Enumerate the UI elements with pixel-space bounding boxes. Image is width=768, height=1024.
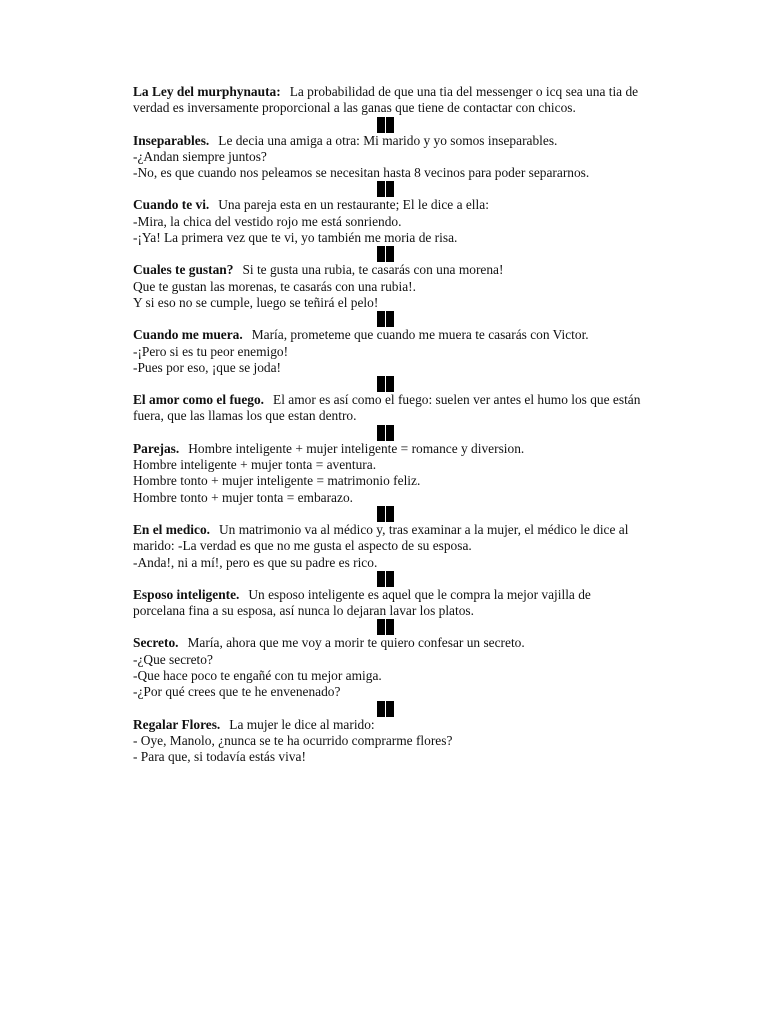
joke-paragraph [133, 635, 643, 651]
joke-line: Y si eso no se cumple, luego se teñirá el pelo! [133, 294, 379, 310]
divider-block-icon [377, 311, 394, 327]
joke-entry [133, 522, 643, 571]
joke-line: - Oye, Manolo, ¿nunca se te ha ocurrido comprarme flores? [133, 732, 453, 748]
joke-line: Una pareja esta en un restaurante; El le dice a ella: [218, 197, 489, 213]
divider-block-icon [377, 117, 394, 133]
joke-entry [133, 441, 643, 506]
divider-row [133, 376, 643, 392]
joke-line: Que te gustan las morenas, te casarás con una rubia!. [133, 278, 416, 294]
joke-paragraph [133, 327, 643, 343]
joke-paragraph [133, 441, 643, 457]
joke-title: Parejas. [133, 440, 180, 456]
divider-block-icon [377, 571, 394, 587]
divider-row [133, 506, 643, 522]
joke-paragraph [133, 262, 643, 278]
joke-paragraph [133, 392, 643, 425]
jokes-document [133, 84, 643, 766]
joke-title: El amor como el fuego. [133, 392, 265, 408]
joke-line: Si te gusta una rubia, te casarás con una morena! [242, 262, 504, 278]
divider-row [133, 571, 643, 587]
divider-block-icon [377, 701, 394, 717]
joke-line: -¡Ya! La primera vez que te vi, yo también me moria de risa. [133, 230, 458, 246]
divider-row [133, 701, 643, 717]
divider-block-icon [377, 619, 394, 635]
divider-row [133, 425, 643, 441]
joke-paragraph [133, 133, 643, 149]
joke-entry [133, 392, 643, 425]
joke-entry [133, 262, 643, 311]
divider-row [133, 619, 643, 635]
joke-line: -Que hace poco te engañé con tu mejor amiga. [133, 668, 382, 684]
joke-paragraph [133, 197, 643, 213]
joke-line: La probabilidad de que una tia del messenger o icq sea una tia de verdad es inversamente proporcional a las ganas que tiene de contactar con chicos. [133, 84, 639, 116]
joke-paragraph [133, 717, 643, 733]
joke-line: -Mira, la chica del vestido rojo me está sonriendo. [133, 213, 402, 229]
joke-title: Cuales te gustan? [133, 262, 234, 278]
divider-block-icon [377, 181, 394, 197]
joke-entry [133, 717, 643, 766]
joke-entry [133, 587, 643, 620]
joke-line: -¿Por qué crees que te he envenenado? [133, 684, 341, 700]
joke-line: -Anda!, ni a mí!, pero es que su padre es rico. [133, 554, 378, 570]
divider-row [133, 311, 643, 327]
joke-paragraph [133, 522, 643, 555]
divider-block-icon [377, 376, 394, 392]
joke-paragraph [133, 587, 643, 620]
joke-title: Inseparables. [133, 132, 210, 148]
joke-line: La mujer le dice al marido: [229, 716, 375, 732]
joke-line: Le decia una amiga a otra: Mi marido y yo somos inseparables. [218, 132, 558, 148]
joke-title: En el medico. [133, 521, 210, 537]
joke-title: Cuando te vi. [133, 197, 210, 213]
joke-line: -Pues por eso, ¡que se joda! [133, 359, 282, 375]
joke-line: El amor es así como el fuego: suelen ver antes el humo los que están fuera, que las llamas los que estan dentro. [133, 392, 641, 424]
joke-line: María, prometeme que cuando me muera te casarás con Victor. [251, 327, 589, 343]
joke-title: Esposo inteligente. [133, 586, 240, 602]
joke-line: Hombre inteligente + mujer inteligente = romance y diversion. [188, 440, 525, 456]
joke-line: - Para que, si todavía estás viva! [133, 749, 306, 765]
joke-title: La Ley del murphynauta: [133, 84, 281, 99]
divider-row [133, 246, 643, 262]
joke-entry [133, 133, 643, 182]
joke-entry [133, 84, 643, 117]
joke-title: Secreto. [133, 635, 179, 651]
joke-line: -No, es que cuando nos peleamos se necesitan hasta 8 vecinos para poder separarnos. [133, 165, 590, 181]
divider-block-icon [377, 425, 394, 441]
divider-row [133, 181, 643, 197]
divider-row [133, 117, 643, 133]
joke-entry [133, 635, 643, 700]
joke-line: -¿Andan siempre juntos? [133, 148, 267, 164]
joke-line: -¡Pero si es tu peor enemigo! [133, 343, 289, 359]
joke-line: -¿Que secreto? [133, 651, 213, 667]
joke-line: María, ahora que me voy a morir te quiero confesar un secreto. [187, 635, 525, 651]
divider-block-icon [377, 246, 394, 262]
divider-block-icon [377, 506, 394, 522]
joke-line: Hombre tonto + mujer tonta = embarazo. [133, 489, 353, 505]
joke-paragraph [133, 84, 643, 117]
joke-line: Hombre tonto + mujer inteligente = matrimonio feliz. [133, 473, 421, 489]
joke-entry [133, 327, 643, 376]
joke-line: Hombre inteligente + mujer tonta = aventura. [133, 457, 377, 473]
joke-line: Un esposo inteligente es aquel que le compra la mejor vajilla de porcelana fina a su esposa, así nunca lo dejaran lavar los platos. [133, 586, 591, 619]
joke-title: Cuando me muera. [133, 327, 243, 343]
joke-title: Regalar Flores. [133, 716, 221, 732]
joke-line: Un matrimonio va al médico y, tras examinar a la mujer, el médico le dice al marido: -La verdad es que no me gusta el aspecto de su esposa. [133, 521, 629, 554]
joke-entry [133, 197, 643, 246]
